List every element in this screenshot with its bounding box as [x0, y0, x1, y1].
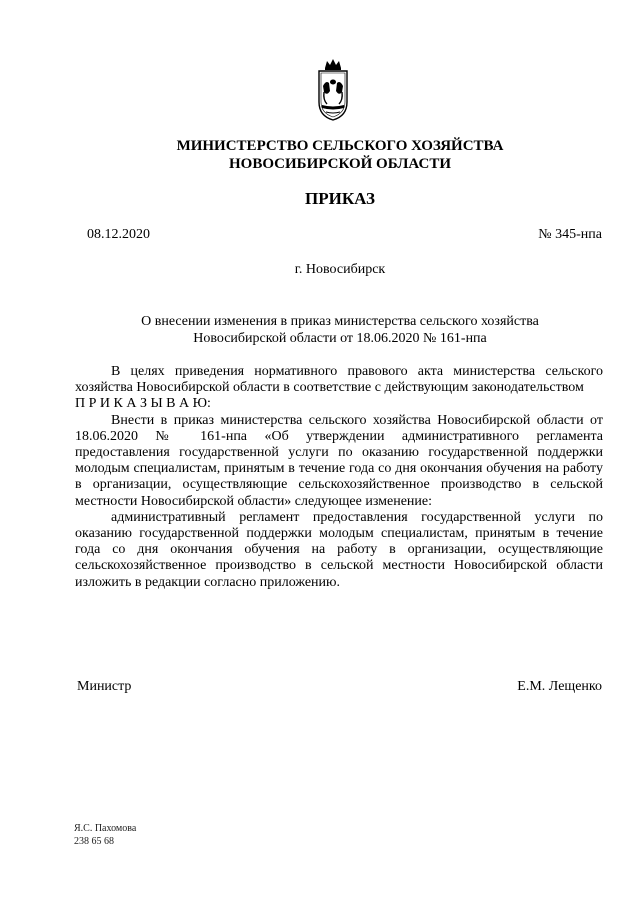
signatory-name: Е.М. Лещенко: [517, 679, 602, 694]
document-body: [75, 364, 603, 591]
subject-line-2: Новосибирской области от 18.06.2020 № 161-нпа: [193, 331, 487, 346]
clause-paragraph: Внести в приказ министерства сельского хозяйства Новосибирской области от 18.06.2020 № 161-нпа «Об утверждении административного регламента предоставления государственной услуги по оказанию государственной поддержки молодым специалистам, принятым в течение года со дня окончания обучения на работу в организации, осуществляющие сельскохозяйственное производство в сельской местности Новосибирской области» следующее изменение:: [75, 412, 603, 509]
ministry-line-2: НОВОСИБИРСКОЙ ОБЛАСТИ: [228, 156, 452, 172]
executor-name: Я.С. Пахомова: [74, 823, 137, 834]
document-type: ПРИКАЗ: [305, 189, 375, 208]
document-subject: [60, 313, 620, 347]
signatory-title: Министр: [77, 679, 132, 694]
subject-line-1: О внесении изменения в приказ министерства сельского хозяйства: [141, 314, 539, 329]
order-word: П Р И К А З Ы В А Ю:: [75, 396, 211, 412]
ministry-name: [100, 137, 580, 173]
executor-info: [74, 822, 136, 848]
change-paragraph: административный регламент предоставления государственной услуги по оказанию государственной поддержки молодым специалистам, принятым в течение года со дня окончания обучения на работу в организации, осуществляющие сельскохозяйственное производство в сельской местности Новосибирской области изложить в редакции согласно приложению.: [75, 509, 603, 590]
preamble-paragraph: В целях приведения нормативного правового акта министерства сельского хозяйства Новосибирской области в соответствие с действующим законодательством: [75, 364, 603, 396]
novosibirsk-coat-of-arms-icon: [317, 58, 349, 122]
document-date: 08.12.2020: [87, 227, 150, 242]
executor-phone: 238 65 68: [74, 836, 114, 847]
ministry-line-1: МИНИСТЕРСТВО СЕЛЬСКОГО ХОЗЯЙСТВА: [176, 138, 504, 154]
document-city: г. Новосибирск: [294, 262, 386, 277]
document-number: № 345-нпа: [538, 227, 602, 242]
